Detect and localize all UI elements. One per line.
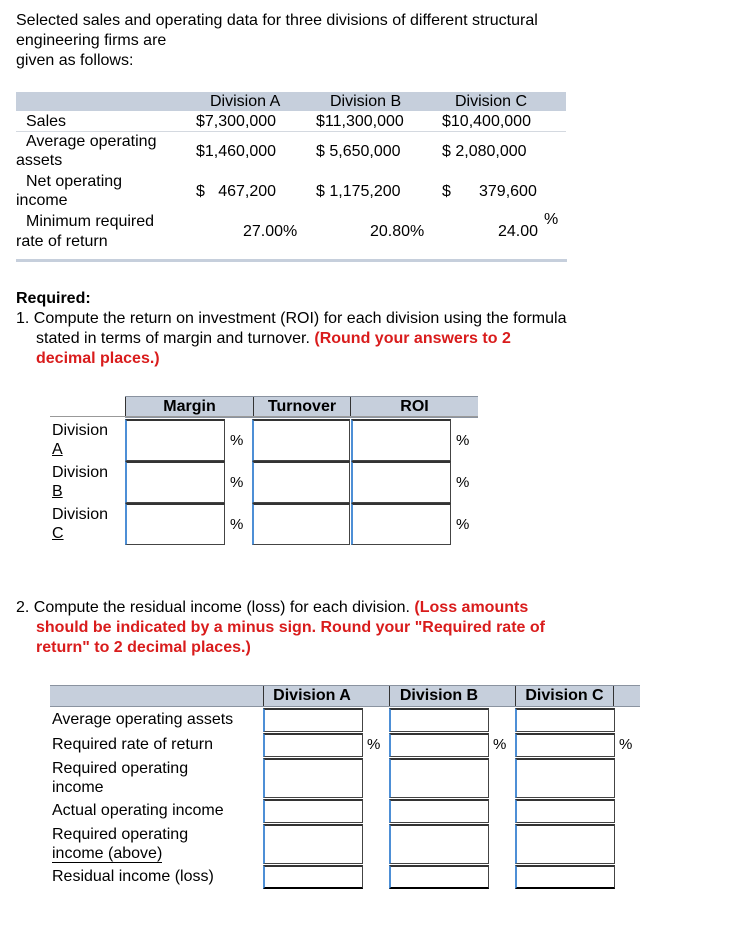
pct-unit: %: [456, 432, 470, 449]
requirement-1: [16, 289, 646, 369]
roi-table-header: [125, 396, 478, 418]
row-label: C: [52, 525, 64, 542]
q2-instruction-3: return" to 2 decimal places.): [36, 639, 251, 656]
table-bottom-rule: [16, 259, 567, 262]
col-header-division-b: Division B: [330, 93, 402, 110]
value-cell: %: [544, 211, 559, 228]
avg-assets-input-a[interactable]: [263, 708, 363, 732]
residual-input-a[interactable]: [263, 865, 363, 889]
pct-unit: %: [230, 516, 244, 533]
value-cell: 24.00: [498, 223, 539, 240]
req-rate-input-c[interactable]: [515, 733, 615, 757]
turnover-input-b[interactable]: [252, 461, 350, 503]
header-roi: ROI: [350, 397, 478, 417]
row-label-sales: Sales: [26, 113, 67, 130]
roi-input-a[interactable]: [351, 419, 451, 461]
ri-row-avg-assets: Average operating assets: [52, 711, 234, 728]
actual-income-input-a[interactable]: [263, 799, 363, 823]
intro-line: given as follows:: [16, 52, 134, 69]
pct-unit: %: [230, 474, 244, 491]
req-rate-input-a[interactable]: [263, 733, 363, 757]
row-label-net-income: Net operating: [26, 173, 123, 190]
ri-row-req-rate: Required rate of return: [52, 736, 213, 753]
margin-input-c[interactable]: [125, 503, 225, 545]
row-label: Required operating: [52, 760, 189, 777]
requirement-2: [16, 598, 656, 658]
roi-row-label-a: [52, 421, 108, 459]
value-cell: $ 1,175,200: [316, 183, 401, 200]
value-cell: $: [442, 183, 451, 200]
turnover-input-c[interactable]: [252, 503, 350, 545]
ri-table-header: [50, 685, 640, 707]
ri-row-req-income-above: [52, 825, 188, 863]
pct-unit: %: [456, 516, 470, 533]
value-cell: $ 2,080,000: [442, 143, 527, 160]
row-label: A: [52, 441, 63, 458]
value-cell: 27.00%: [243, 223, 298, 240]
pct-unit: %: [456, 474, 470, 491]
req-rate-input-b[interactable]: [389, 733, 489, 757]
roi-input-b[interactable]: [351, 461, 451, 503]
q1-line: [16, 329, 646, 349]
header-turnover: Turnover: [253, 397, 350, 417]
intro-line: Selected sales and operating data for three divisions of different structural: [16, 12, 538, 29]
avg-assets-input-c[interactable]: [515, 708, 615, 732]
value-cell: $11,300,000: [316, 113, 404, 130]
row-label: Division: [52, 464, 109, 481]
q2-text: 2. Compute the residual income (loss) for each division.: [16, 599, 410, 616]
header-division-b: Division B: [389, 686, 488, 706]
row-label: Division: [52, 422, 109, 439]
req-income-input-a[interactable]: [263, 758, 363, 798]
q2-instruction: (Loss amounts: [414, 599, 529, 616]
roi-input-c[interactable]: [351, 503, 451, 545]
pct-unit: %: [493, 736, 507, 753]
row-label-avg-assets-2: assets: [16, 152, 63, 169]
req-income-above-input-c[interactable]: [515, 824, 615, 864]
q1-instruction-2: decimal places.): [36, 350, 160, 367]
value-cell: $1,460,000: [196, 143, 277, 160]
q1-line: 1. Compute the return on investment (ROI) for each division using the formula: [16, 310, 567, 327]
value-cell: $ 467,200: [196, 183, 277, 200]
required-heading: Required:: [16, 290, 91, 307]
value-cell: $10,400,000: [442, 113, 531, 130]
pct-unit: %: [367, 736, 381, 753]
value-cell: 379,600: [479, 183, 537, 200]
roi-row-label-b: [52, 463, 108, 501]
row-label-min-rate-2: rate of return: [16, 233, 108, 250]
row-label: income (above): [52, 845, 163, 862]
col-header-division-a: Division A: [210, 93, 281, 110]
turnover-input-a[interactable]: [252, 419, 350, 461]
row-label: B: [52, 483, 63, 500]
pct-unit: %: [230, 432, 244, 449]
value-cell: 20.80%: [370, 223, 425, 240]
value-cell: $ 5,650,000: [316, 143, 401, 160]
value-cell: $7,300,000: [196, 113, 277, 130]
actual-income-input-c[interactable]: [515, 799, 615, 823]
residual-input-c[interactable]: [515, 865, 615, 889]
col-header-division-c: Division C: [455, 93, 528, 110]
avg-assets-input-b[interactable]: [389, 708, 489, 732]
q1-instruction: (Round your answers to 2: [314, 330, 511, 347]
row-label: Required operating: [52, 826, 189, 843]
req-income-above-input-a[interactable]: [263, 824, 363, 864]
header-margin: Margin: [125, 397, 253, 417]
row-label: Division: [52, 506, 109, 523]
row-label-min-rate: Minimum required: [26, 213, 155, 230]
intro-line: engineering firms are: [16, 32, 167, 49]
margin-input-a[interactable]: [125, 419, 225, 461]
intro-text: [16, 11, 656, 71]
header-division-a: Division A: [263, 686, 360, 706]
margin-input-b[interactable]: [125, 461, 225, 503]
row-label-net-income-2: income: [16, 192, 68, 209]
q2-instruction-2: should be indicated by a minus sign. Round your "Required rate of: [36, 619, 545, 636]
row-label: income: [52, 779, 104, 796]
pct-unit: %: [619, 736, 633, 753]
header-division-c: Division C: [515, 686, 614, 706]
residual-input-b[interactable]: [389, 865, 489, 889]
req-income-input-b[interactable]: [389, 758, 489, 798]
ri-row-req-income: [52, 759, 188, 797]
actual-income-input-b[interactable]: [389, 799, 489, 823]
row-label-avg-assets: Average operating: [26, 133, 157, 150]
req-income-input-c[interactable]: [515, 758, 615, 798]
row-divider: [50, 416, 478, 417]
q2-line: [16, 598, 656, 618]
ri-row-residual: Residual income (loss): [52, 868, 214, 885]
req-income-above-input-b[interactable]: [389, 824, 489, 864]
q1-text: stated in terms of margin and turnover.: [36, 330, 310, 347]
roi-row-label-c: [52, 505, 108, 543]
ri-row-actual-income: Actual operating income: [52, 802, 224, 819]
